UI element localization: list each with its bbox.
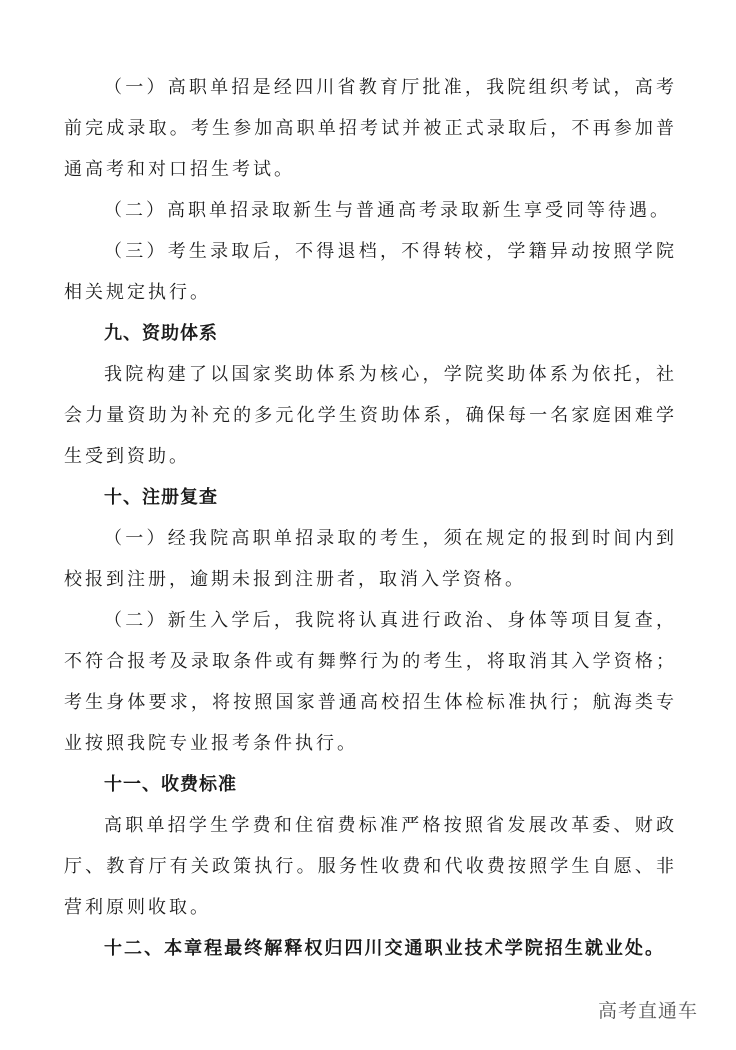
paragraph-line: 考生身体要求，将按照国家普通高校招生体检标准执行；航海类专 xyxy=(64,692,674,713)
paragraph-line: 我院构建了以国家奖助体系为核心，学院奖助体系为依托，社 xyxy=(104,364,674,385)
paragraph-line: 高职单招学生学费和住宿费标准严格按照省发展改革委、财政 xyxy=(104,815,674,836)
paragraph xyxy=(64,523,674,605)
section-heading: 九、资助体系 xyxy=(104,323,218,344)
paragraph-line: （二）高职单招录取新生与普通高考录取新生享受同等待遇。 xyxy=(104,200,671,221)
paragraph-line: 厅、教育厅有关政策执行。服务性收费和代收费按照学生自愿、非 xyxy=(64,856,674,877)
section-heading: 十二、本章程最终解释权归四川交通职业技术学院招生就业处。 xyxy=(104,938,664,959)
watermark: 高考直通车 xyxy=(598,1000,699,1022)
document-body xyxy=(64,72,674,974)
paragraph-line: （三）考生录取后，不得退档，不得转校，学籍异动按照学院 xyxy=(104,241,674,262)
paragraph xyxy=(64,359,674,482)
paragraph xyxy=(64,236,674,318)
paragraph xyxy=(64,72,674,195)
section-heading: 十一、收费标准 xyxy=(104,774,237,795)
paragraph xyxy=(64,810,674,933)
paragraph-line: （一）经我院高职单招录取的考生，须在规定的报到时间内到 xyxy=(104,528,674,549)
paragraph-line: 会力量资助为补充的多元化学生资助体系，确保每一名家庭困难学 xyxy=(64,405,674,426)
paragraph xyxy=(64,195,674,236)
paragraph-line: 通高考和对口招生考试。 xyxy=(64,159,295,180)
paragraph-line: 生受到资助。 xyxy=(64,446,190,467)
paragraph-line: （二）新生入学后，我院将认真进行政治、身体等项目复查， xyxy=(104,610,674,631)
paragraph-line: 营利原则收取。 xyxy=(64,897,211,918)
paragraph xyxy=(64,605,674,769)
paragraph-line: 不符合报考及录取条件或有舞弊行为的考生，将取消其入学资格； xyxy=(64,651,674,672)
paragraph-line: 业按照我院专业报考条件执行。 xyxy=(64,733,358,754)
paragraph-line: 相关规定执行。 xyxy=(64,282,211,303)
paragraph-line: （一）高职单招是经四川省教育厅批准，我院组织考试，高考 xyxy=(104,77,674,98)
paragraph-line: 前完成录取。考生参加高职单招考试并被正式录取后，不再参加普 xyxy=(64,118,674,139)
paragraph-line: 校报到注册，逾期未报到注册者，取消入学资格。 xyxy=(64,569,526,590)
section-heading: 十、注册复查 xyxy=(104,487,218,508)
